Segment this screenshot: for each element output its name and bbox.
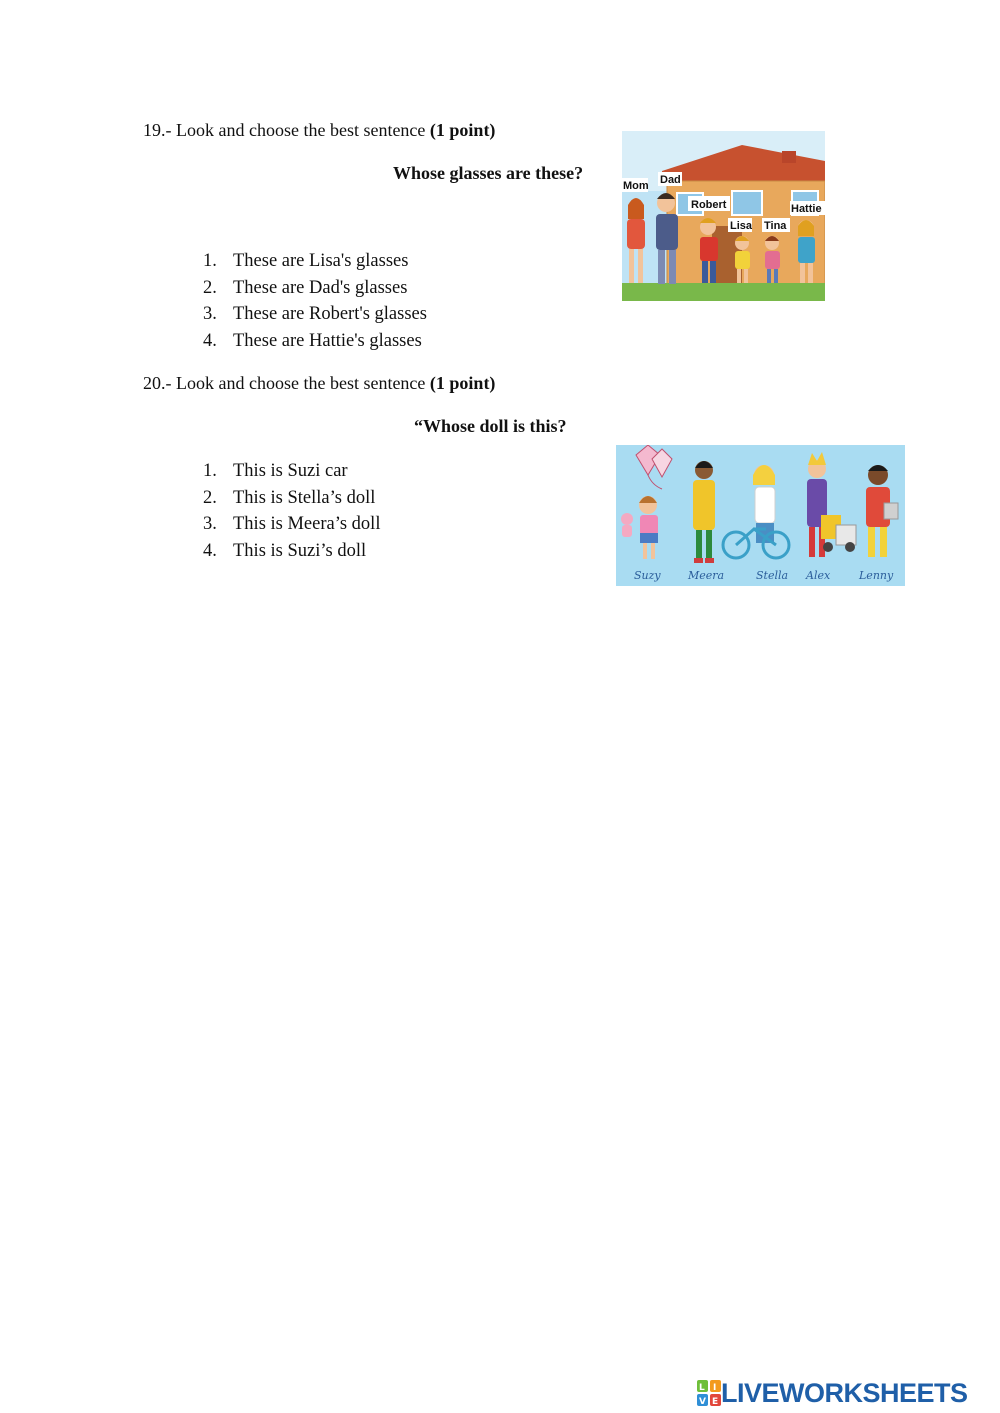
q19-title [143, 120, 495, 141]
option-number: 1. [203, 461, 217, 481]
svg-text:V: V [699, 1397, 706, 1406]
svg-text:L: L [699, 1383, 705, 1393]
q19-options [203, 248, 427, 354]
label-hattie: Hattie [791, 203, 822, 215]
option-number: 3. [203, 514, 217, 534]
q19-title-text: 19.- Look and choose the best sentence [143, 120, 426, 140]
family-house-illustration [622, 131, 825, 301]
option-text: This is Suzi’s doll [233, 540, 367, 561]
liveworksheets-logo-icon [697, 1380, 721, 1406]
q20-question: “Whose doll is this? [414, 416, 567, 436]
option-text: These are Lisa's glasses [233, 251, 409, 271]
option-number: 2. [203, 487, 217, 508]
option-text: This is Suzi car [233, 461, 348, 481]
q20-title-text: 20.- Look and choose the best sentence [143, 373, 426, 393]
label-lisa: Lisa [730, 220, 753, 232]
label-lenny: Lenny [859, 569, 894, 582]
option-number: 1. [203, 251, 217, 271]
list-item[interactable] [203, 301, 427, 328]
list-item[interactable] [203, 248, 427, 275]
kids-toys-svg [616, 445, 905, 586]
label-stella: Stella [756, 569, 789, 582]
liveworksheets-wordmark: LIVEWORKSHEETS [721, 1377, 968, 1408]
label-alex: Alex [806, 569, 831, 582]
label-suzy: Suzy [634, 569, 661, 582]
liveworksheets-logo[interactable] [697, 1377, 968, 1409]
list-item[interactable] [203, 328, 427, 355]
list-item[interactable] [203, 485, 380, 512]
option-text: These are Dad's glasses [233, 277, 408, 298]
label-dad: Dad [660, 174, 681, 186]
svg-text:I: I [713, 1383, 717, 1393]
option-number: 4. [203, 330, 217, 351]
kids-toys-illustration [616, 445, 905, 586]
label-mom: Mom [623, 180, 649, 192]
list-item[interactable] [203, 538, 380, 565]
label-tina: Tina [764, 220, 787, 232]
option-number: 4. [203, 540, 217, 561]
family-house-svg [622, 131, 825, 301]
svg-text:E: E [712, 1397, 719, 1406]
option-number: 3. [203, 304, 217, 324]
option-number: 2. [203, 277, 217, 298]
label-robert: Robert [691, 199, 727, 211]
list-item[interactable] [203, 511, 380, 538]
option-text: These are Hattie's glasses [233, 330, 422, 351]
q20-points: (1 point) [429, 373, 496, 393]
option-text: These are Robert's glasses [233, 304, 427, 324]
q20-options [203, 458, 380, 564]
list-item[interactable] [203, 275, 427, 302]
q19-question: Whose glasses are these? [393, 163, 584, 183]
list-item[interactable] [203, 458, 380, 485]
option-text: This is Stella’s doll [233, 487, 376, 508]
label-meera: Meera [688, 569, 725, 582]
q19-points: (1 point) [429, 120, 496, 140]
q20-title [143, 373, 495, 394]
option-text: This is Meera’s doll [233, 514, 381, 534]
